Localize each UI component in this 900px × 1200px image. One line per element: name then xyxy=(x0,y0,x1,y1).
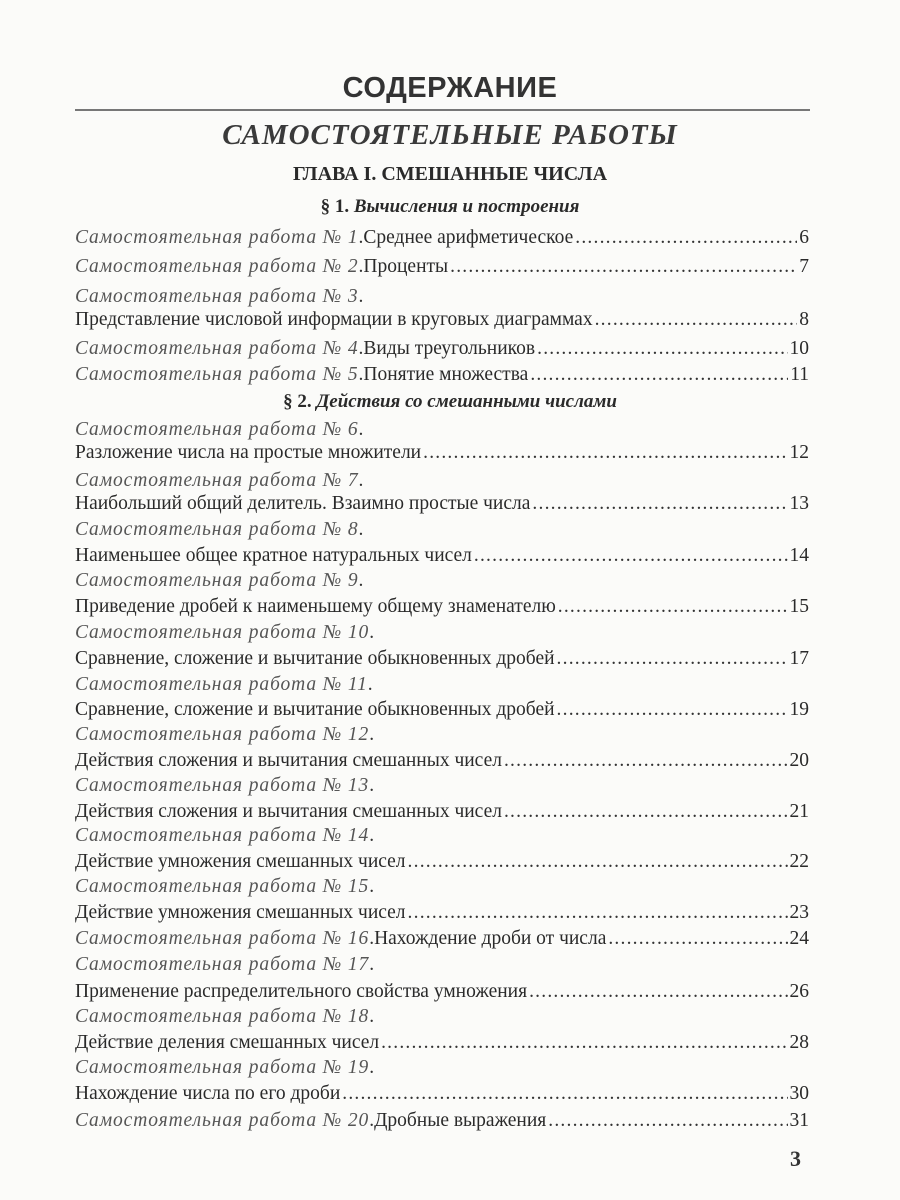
toc-entry[interactable] xyxy=(75,875,809,899)
entry-page: 10 xyxy=(789,338,809,359)
separator-dot: . xyxy=(358,470,364,491)
page-number: 3 xyxy=(790,1146,801,1171)
dot-leader xyxy=(504,800,788,824)
toc-entry-title-line[interactable] xyxy=(75,308,809,332)
entry-title: Представление числовой информации в круговых диаграммах xyxy=(75,309,593,330)
entry-title: Разложение числа на простые множители xyxy=(75,442,422,463)
toc-entry-title-line[interactable] xyxy=(75,1082,809,1106)
entry-page: 11 xyxy=(790,364,809,385)
dot-leader xyxy=(557,698,788,722)
work-label: Самостоятельная работа № 17 xyxy=(75,954,370,975)
entry-title: Нахождение дроби от числа xyxy=(374,928,607,949)
separator-dot: . xyxy=(369,928,375,949)
entry-page: 31 xyxy=(789,1110,809,1131)
toc-entry-title-line[interactable] xyxy=(75,901,809,925)
toc-entry-title-line[interactable] xyxy=(75,595,809,619)
work-label: Самостоятельная работа № 15 xyxy=(75,876,370,897)
entry-page: 24 xyxy=(789,928,809,949)
toc-entry[interactable] xyxy=(75,673,809,697)
dot-leader xyxy=(558,595,788,619)
dot-leader xyxy=(408,850,788,874)
page-title: СОДЕРЖАНИЕ xyxy=(342,72,558,104)
dot-leader xyxy=(529,980,787,1004)
dot-leader xyxy=(408,901,788,925)
toc-entry-title-line[interactable] xyxy=(75,1031,809,1055)
entry-title: Приведение дробей к наименьшему общему знаменателю xyxy=(75,596,556,617)
work-label: Самостоятельная работа № 11 xyxy=(75,674,368,695)
separator-dot: . xyxy=(369,825,375,846)
entry-page: 21 xyxy=(789,801,809,822)
dot-leader xyxy=(537,337,787,361)
work-label: Самостоятельная работа № 8 xyxy=(75,519,359,540)
toc-entry[interactable] xyxy=(75,953,809,977)
entry-title: Применение распределительного свойства умножения xyxy=(75,981,528,1002)
work-label: Самостоятельная работа № 2 xyxy=(75,256,359,277)
entry-title: Нахождение числа по его дроби xyxy=(75,1083,341,1104)
separator-dot: . xyxy=(367,674,373,695)
toc-entry[interactable] xyxy=(75,1109,809,1133)
work-label: Самостоятельная работа № 13 xyxy=(75,775,370,796)
dot-leader xyxy=(381,1031,787,1055)
toc-entry-title-line[interactable] xyxy=(75,980,809,1004)
entry-page: 28 xyxy=(789,1032,809,1053)
work-label: Самостоятельная работа № 14 xyxy=(75,825,370,846)
dot-leader xyxy=(504,749,788,773)
separator-dot: . xyxy=(358,364,364,385)
toc-entry[interactable] xyxy=(75,226,809,250)
toc-entry-title-line[interactable] xyxy=(75,647,809,671)
toc-entry[interactable] xyxy=(75,1056,809,1080)
separator-dot: . xyxy=(369,1057,375,1078)
separator-dot: . xyxy=(358,256,364,277)
toc-entry-title-line[interactable] xyxy=(75,492,809,516)
entry-title: Действия сложения и вычитания смешанных чисел xyxy=(75,750,502,771)
work-label: Самостоятельная работа № 3 xyxy=(75,286,359,307)
separator-dot: . xyxy=(369,1006,375,1027)
work-label: Самостоятельная работа № 10 xyxy=(75,622,370,643)
separator-dot: . xyxy=(358,570,364,591)
entry-title: Понятие множества xyxy=(363,364,529,385)
toc-entry[interactable] xyxy=(75,469,809,493)
toc-entry[interactable] xyxy=(75,285,809,309)
title-divider xyxy=(75,109,810,111)
dot-leader xyxy=(608,927,787,951)
dot-leader xyxy=(423,441,787,465)
dot-leader xyxy=(474,544,788,568)
entry-page: 20 xyxy=(789,750,809,771)
separator-dot: . xyxy=(369,724,375,745)
entry-page: 22 xyxy=(789,851,809,872)
toc-entry-title-line[interactable] xyxy=(75,749,809,773)
entry-title: Действие умножения смешанных чисел xyxy=(75,902,406,923)
toc-entry[interactable] xyxy=(75,418,809,442)
entry-title: Сравнение, сложение и вычитание обыкновенных дробей xyxy=(75,699,555,720)
toc-entry[interactable] xyxy=(75,1005,809,1029)
toc-entry-title-line[interactable] xyxy=(75,850,809,874)
toc-entry[interactable] xyxy=(75,255,809,279)
toc-entry[interactable] xyxy=(75,621,809,645)
separator-dot: . xyxy=(369,876,375,897)
entry-page: 13 xyxy=(789,493,809,514)
toc-entry-title-line[interactable] xyxy=(75,800,809,824)
separator-dot: . xyxy=(358,519,364,540)
work-label: Самостоятельная работа № 18 xyxy=(75,1006,370,1027)
dot-leader xyxy=(548,1109,787,1133)
toc-entry[interactable] xyxy=(75,518,809,542)
entry-title: Наибольший общий делитель. Взаимно простые числа xyxy=(75,493,531,514)
toc-entry[interactable] xyxy=(75,337,809,361)
chapter-title: ГЛАВА I. СМЕШАННЫЕ ЧИСЛА xyxy=(292,163,608,185)
toc-entry[interactable] xyxy=(75,569,809,593)
entry-page: 26 xyxy=(789,981,809,1002)
entry-page: 12 xyxy=(789,442,809,463)
toc-entry[interactable] xyxy=(75,363,809,387)
section-number: § 2. xyxy=(283,391,312,412)
entry-page: 6 xyxy=(799,227,809,248)
work-label: Самостоятельная работа № 16 xyxy=(75,928,370,949)
dot-leader xyxy=(575,226,797,250)
work-label: Самостоятельная работа № 1 xyxy=(75,227,359,248)
toc-entry-title-line[interactable] xyxy=(75,441,809,465)
dot-leader xyxy=(595,308,798,332)
separator-dot: . xyxy=(369,775,375,796)
toc-entry-title-line[interactable] xyxy=(75,698,809,722)
section-name: Вычисления и построения xyxy=(353,196,580,217)
dot-leader xyxy=(557,647,788,671)
toc-entry[interactable] xyxy=(75,824,809,848)
dot-leader xyxy=(342,1082,787,1106)
separator-dot: . xyxy=(358,286,364,307)
separator-dot: . xyxy=(369,622,375,643)
separator-dot: . xyxy=(358,419,364,440)
toc-entry[interactable] xyxy=(75,723,809,747)
entry-title: Наименьшее общее кратное натуральных чисел xyxy=(75,545,472,566)
work-label: Самостоятельная работа № 9 xyxy=(75,570,359,591)
entry-page: 14 xyxy=(789,545,809,566)
entry-title: Действие деления смешанных чисел xyxy=(75,1032,380,1053)
dot-leader xyxy=(530,363,788,387)
entry-page: 8 xyxy=(799,309,809,330)
separator-dot: . xyxy=(369,954,375,975)
entry-title: Дробные выражения xyxy=(374,1110,547,1131)
section-heading xyxy=(0,196,900,218)
section-name: Действия со смешанными числами xyxy=(316,391,617,412)
entry-page: 23 xyxy=(789,902,809,923)
entry-page: 17 xyxy=(789,648,809,669)
dot-leader xyxy=(450,255,797,279)
entry-title: Сравнение, сложение и вычитание обыкновенных дробей xyxy=(75,648,555,669)
entry-page: 30 xyxy=(789,1083,809,1104)
work-label: Самостоятельная работа № 4 xyxy=(75,338,359,359)
entry-title: Среднее арифметическое xyxy=(363,227,574,248)
section-number: § 1. xyxy=(320,196,350,217)
separator-dot: . xyxy=(369,1110,375,1131)
toc-entry-title-line[interactable] xyxy=(75,544,809,568)
toc-entry[interactable] xyxy=(75,927,809,951)
work-label: Самостоятельная работа № 7 xyxy=(75,470,359,491)
work-label: Самостоятельная работа № 12 xyxy=(75,724,370,745)
entry-page: 15 xyxy=(789,596,809,617)
entry-title: Проценты xyxy=(363,256,449,277)
entry-title: Виды треугольников xyxy=(363,338,536,359)
separator-dot: . xyxy=(358,338,364,359)
entry-title: Действия сложения и вычитания смешанных чисел xyxy=(75,801,502,822)
work-label: Самостоятельная работа № 19 xyxy=(75,1057,370,1078)
entry-page: 19 xyxy=(789,699,809,720)
work-label: Самостоятельная работа № 20 xyxy=(75,1110,370,1131)
section-heading xyxy=(0,391,900,413)
work-label: Самостоятельная работа № 6 xyxy=(75,419,359,440)
entry-title: Действие умножения смешанных чисел xyxy=(75,851,406,872)
toc-entry[interactable] xyxy=(75,774,809,798)
separator-dot: . xyxy=(358,227,364,248)
work-label: Самостоятельная работа № 5 xyxy=(75,364,359,385)
entry-page: 7 xyxy=(799,256,809,277)
dot-leader xyxy=(532,492,787,516)
part-title: САМОСТОЯТЕЛЬНЫЕ РАБОТЫ xyxy=(222,119,678,151)
